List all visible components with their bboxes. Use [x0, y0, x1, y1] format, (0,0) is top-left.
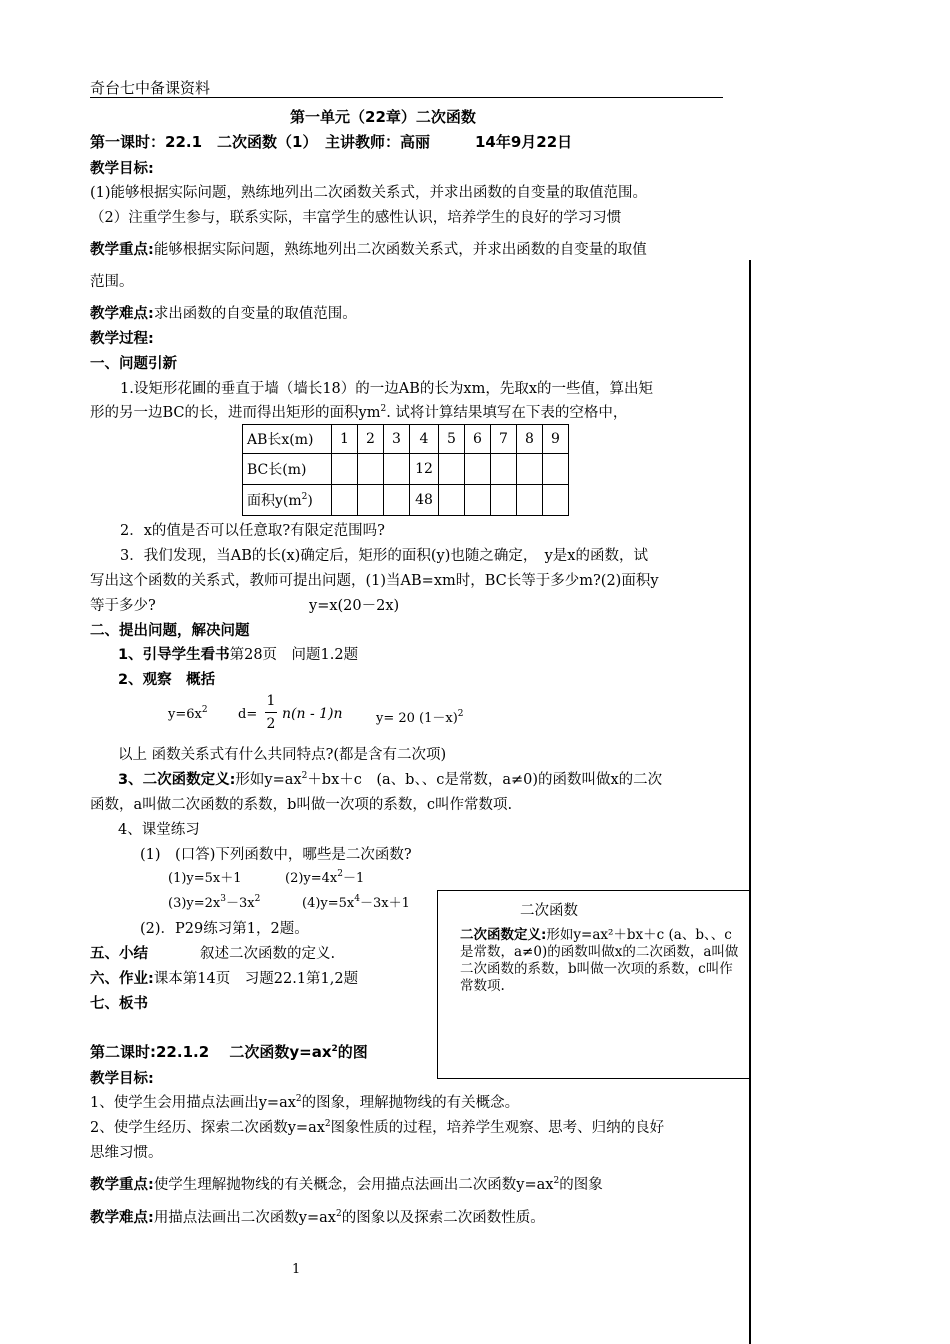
q1-sup: 2	[380, 404, 387, 414]
step-1	[118, 643, 358, 664]
table-cell: BC长(m)	[243, 454, 332, 485]
l2-goal2-text-a: 2、使学生经历、探索二次函数y=ax	[90, 1120, 325, 1136]
key-text: 能够根据实际问题，熟练地列出二次函数关系式，并求出函数的自变量的取值	[153, 242, 647, 258]
table-cell	[332, 454, 358, 485]
table-cell: 4	[410, 425, 439, 454]
exercise-1d	[302, 892, 410, 911]
table-cell	[465, 454, 491, 485]
table-cell	[465, 485, 491, 516]
definition-label: 3、二次函数定义:	[118, 772, 236, 788]
unit-title: 第一单元（22章）二次函数	[290, 108, 476, 126]
l2-goal2-text-b: 图象性质的过程，培养学生观察、思考、归纳的良好	[330, 1120, 665, 1136]
table-cell: 8	[517, 425, 543, 454]
f3-text: y= 20 (1－x)	[376, 711, 458, 726]
lesson2-title	[90, 1041, 368, 1062]
l2-difficulty	[90, 1206, 545, 1227]
table-cell	[358, 485, 384, 516]
board-definition	[460, 927, 740, 995]
question-1-line1: 1.设矩形花圃的垂直于墙（墙长18）的一边AB的长为xm，先取x的一些值，算出矩	[120, 381, 654, 397]
formula-2-body: n(n - 1)n	[282, 706, 343, 722]
question-3-line3: 等于多少?	[90, 598, 156, 614]
ex1d-text: (4)y=5x	[302, 896, 355, 911]
l2-diff-sup: 2	[335, 1209, 342, 1219]
table-cell	[358, 454, 384, 485]
table-cell	[439, 485, 465, 516]
header-rule	[90, 97, 723, 98]
l2-goal2-sup: 2	[324, 1119, 331, 1129]
q1-text-b: . 试将计算结果填写在下表的空格中，	[386, 405, 628, 421]
l2-goal-1	[90, 1091, 519, 1112]
exercise-1c	[168, 892, 260, 911]
table-row	[243, 454, 569, 485]
board-def-text: 形如y=ax²＋bx＋c (a、b、、c是常数，a≠0)的函数叫做x的二次函数，a叫做二次函数的系数，b叫做一次项的系数，c叫作常数项.	[460, 927, 739, 994]
lesson1-title: 第一课时：22.1 二次函数（1） 主讲教师：高丽 14年9月22日	[90, 133, 573, 151]
table-cell	[491, 454, 517, 485]
table-cell	[517, 485, 543, 516]
page-number: 1	[292, 1262, 301, 1277]
l2-key-text-a: 使学生理解抛物线的有关概念，会用描点法画出二次函数y=ax	[153, 1177, 554, 1193]
l2-key-text-b: 的图象	[559, 1177, 603, 1193]
definition-line1	[118, 768, 662, 789]
section-6-label: 六、作业:	[90, 971, 154, 987]
margin-rule	[749, 260, 751, 1344]
row3-label-sup: 2	[301, 492, 308, 502]
table-cell: 6	[465, 425, 491, 454]
common-feature: 以上 函数关系式有什么共同特点?(都是含有二次项)	[118, 747, 447, 763]
l2-key-label: 教学重点:	[90, 1177, 154, 1193]
table-cell: 9	[543, 425, 569, 454]
l2-key-point	[90, 1173, 603, 1194]
formula-3	[376, 707, 464, 726]
diff-label: 教学难点:	[90, 306, 154, 322]
table-cell	[491, 485, 517, 516]
key-text-2: 范围。	[90, 274, 134, 290]
section-2-title: 二、提出问题，解决问题	[90, 623, 250, 639]
table-row	[243, 425, 569, 454]
f1-text: y=6x	[168, 707, 202, 722]
l2-title-post: 的图	[337, 1043, 368, 1061]
table-cell	[243, 485, 332, 516]
l2-title-text: 第二课时:22.1.2 二次函数y=ax	[90, 1043, 332, 1061]
fraction-numerator: 1	[266, 693, 276, 709]
table-cell	[439, 454, 465, 485]
row3-label-a: 面积y(m	[247, 493, 302, 509]
step-1-label: 1、引导学生看书	[118, 647, 230, 663]
section-5-label: 五、小结	[90, 946, 148, 962]
key-label: 教学重点:	[90, 242, 154, 258]
question-1-line2	[90, 401, 627, 422]
section-1-title: 一、问题引新	[90, 356, 177, 372]
l2-goal-2-line2: 思维习惯。	[90, 1145, 163, 1161]
fraction-bar	[265, 712, 277, 713]
l2-goal1-sup: 2	[295, 1094, 302, 1104]
board-def-label: 二次函数定义:	[460, 927, 547, 943]
definition-line2: 函数，a叫做二次函数的系数，b叫做一次项的系数，c叫作常数项.	[90, 797, 513, 813]
goal-1: (1)能够根据实际问题，熟练地列出二次函数关系式，并求出函数的自变量的取值范围。	[90, 185, 648, 201]
ex1d-text2: －3x＋1	[360, 896, 410, 911]
ex1b-sup: 2	[337, 869, 343, 879]
school-header: 奇台七中备课资料	[90, 79, 211, 97]
step-2-label: 2、观察 概括	[118, 672, 216, 688]
process-label: 教学过程:	[90, 331, 154, 347]
l2-diff-label: 教学难点:	[90, 1210, 154, 1226]
table-cell: 1	[332, 425, 358, 454]
goal-2: （2）注重学生参与，联系实际，丰富学生的感性认识，培养学生的良好的学习习惯	[90, 210, 622, 226]
def-sup: 2	[301, 771, 308, 781]
l2-goal1-text-b: 的图象，理解抛物线的有关概念。	[301, 1095, 520, 1111]
row3-label-b: )	[307, 493, 313, 509]
l2-goal-label: 教学目标:	[90, 1071, 154, 1087]
section-6	[90, 967, 358, 988]
section-6-text: 课本第14页 习题22.1第1,2题	[153, 971, 359, 987]
q1-text-a: 形的另一边BC的长，进而得出矩形的面积ym	[90, 405, 381, 421]
table-cell	[384, 454, 410, 485]
table-cell	[517, 454, 543, 485]
practice-label: 4、课堂练习	[118, 822, 200, 838]
table-cell: 48	[410, 485, 439, 516]
ex1b-text: (2)y=4x	[285, 871, 338, 886]
exercise-1a: (1)y=5x＋1	[168, 871, 242, 886]
table-cell: 7	[491, 425, 517, 454]
table-cell	[543, 485, 569, 516]
data-table	[242, 424, 569, 516]
question-3-line2: 写出这个函数的关系式，教师可提出问题，(1)当AB=xm时，BC长等于多少m?(2)面积y	[90, 573, 659, 589]
f1-sup: 2	[201, 705, 208, 715]
table-cell: 2	[358, 425, 384, 454]
diff-text: 求出函数的自变量的取值范围。	[153, 306, 357, 322]
l2-key-sup: 2	[553, 1176, 560, 1186]
table-cell: 5	[439, 425, 465, 454]
table-cell: 3	[384, 425, 410, 454]
blackboard-box	[437, 890, 751, 1079]
table-cell: AB长x(m)	[243, 425, 332, 454]
section-7-label: 七、板书	[90, 996, 148, 1012]
exercise-2: (2)．P29练习第1，2题。	[140, 921, 309, 937]
question-2: 2．x的值是否可以任意取?有限定范围吗?	[120, 523, 385, 539]
step-1-text: 第28页 问题1.2题	[229, 647, 359, 663]
fraction-denominator: 2	[266, 716, 276, 732]
section-5-text: 叙述二次函数的定义.	[200, 946, 336, 962]
table-cell	[384, 485, 410, 516]
table-row	[243, 485, 569, 516]
l2-goal-2	[90, 1116, 664, 1137]
table-cell	[332, 485, 358, 516]
formula-1	[168, 707, 208, 722]
formula-area: y=x(20－2x)	[309, 598, 400, 614]
l2-diff-text-b: 的图象以及探索二次函数性质。	[341, 1210, 545, 1226]
ex1c-sup: 3	[220, 894, 226, 904]
l2-diff-text-a: 用描点法画出二次函数y=ax	[153, 1210, 336, 1226]
f3-sup: 2	[457, 709, 464, 719]
ex1d-sup: 4	[354, 894, 360, 904]
ex1c-sup2: 2	[254, 894, 261, 904]
table-cell	[543, 454, 569, 485]
goal-label: 教学目标:	[90, 161, 154, 177]
l2-title-sup: 2	[331, 1044, 338, 1054]
board-title: 二次函数	[520, 903, 578, 919]
ex1c-text: (3)y=2x	[168, 896, 221, 911]
def-text-a: 形如y=ax	[235, 772, 302, 788]
ex1b-text2: －1	[343, 871, 365, 886]
question-3-line1: 3．我们发现，当AB的长(x)确定后，矩形的面积(y)也随之确定， y是x的函数，试	[120, 548, 648, 564]
formula-2-prefix: d=	[238, 707, 258, 722]
exercise-1b	[285, 867, 364, 886]
exercise-1: (1) (口答)下列函数中，哪些是二次函数?	[140, 847, 412, 863]
def-text-b: ＋bx＋c (a、b、、c是常数，a≠0)的函数叫做x的二次	[307, 772, 663, 788]
key-point	[90, 238, 647, 259]
fraction	[265, 692, 277, 733]
difficulty	[90, 302, 357, 323]
ex1c-text2: －3x	[226, 896, 255, 911]
table-cell: 12	[410, 454, 439, 485]
l2-goal1-text-a: 1、使学生会用描点法画出y=ax	[90, 1095, 296, 1111]
